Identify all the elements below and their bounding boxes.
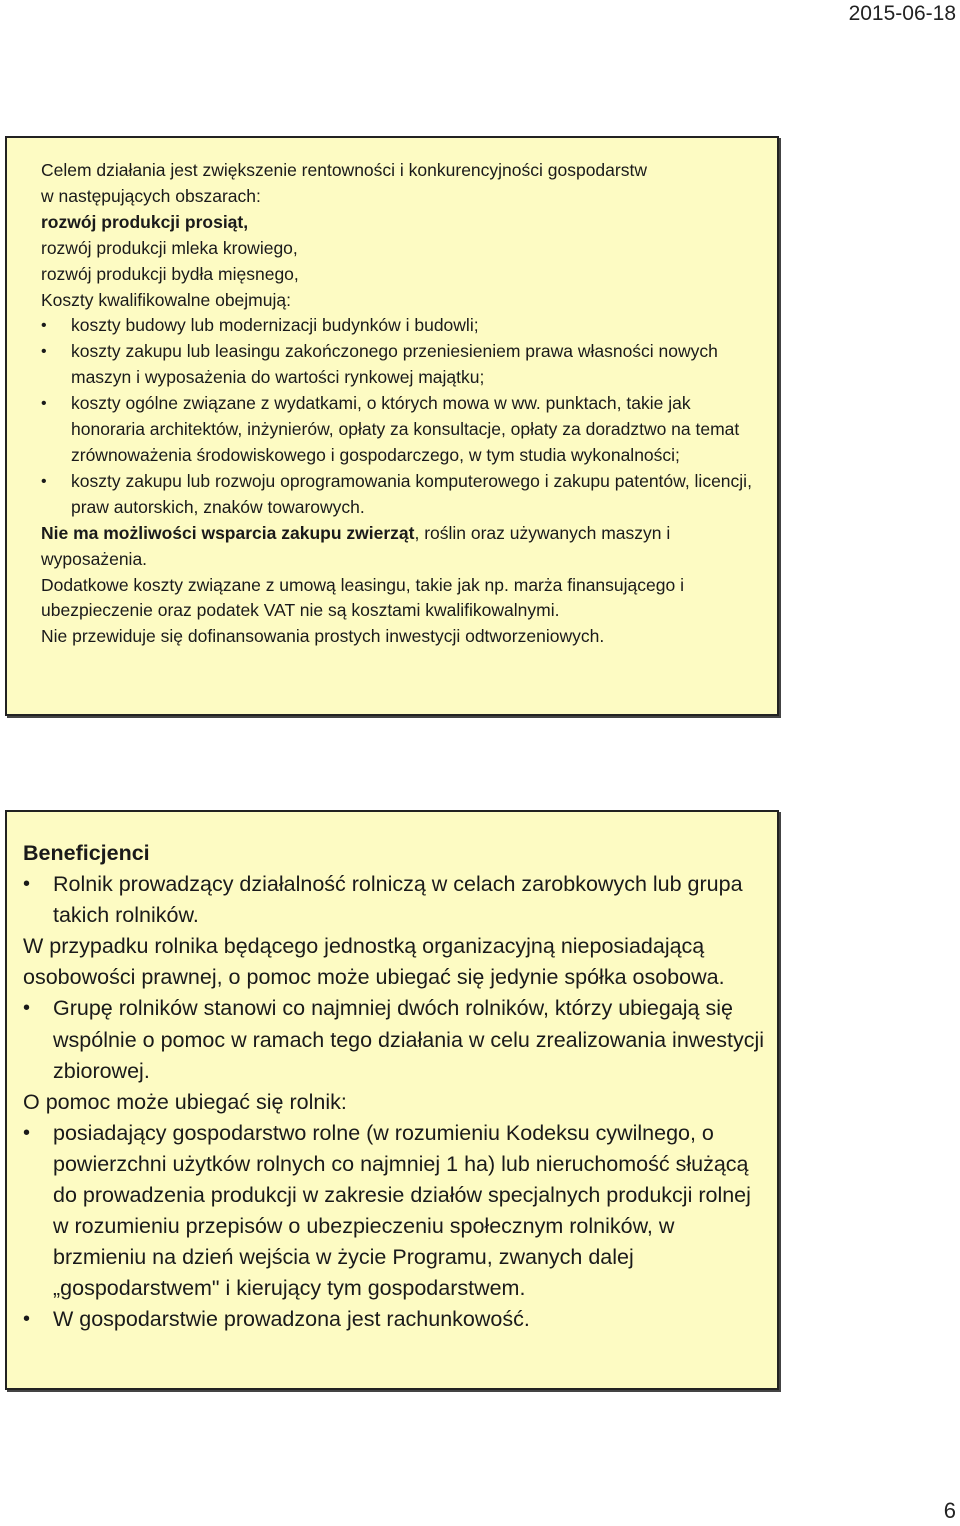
costs-heading: Koszty kwalifikowalne obejmują: [41, 289, 291, 310]
no-support-note [41, 521, 761, 573]
no-support-rest: , roślin oraz używanych maszyn i wyposażenia. [41, 522, 671, 569]
page-number: 6 [943, 1498, 956, 1523]
slide-body [23, 838, 771, 1336]
slide-beneficiaries [5, 810, 779, 1390]
replacement-note: Nie przewiduje się dofinansowania prostych inwestycji odtworzeniowych. [41, 626, 605, 647]
leasing-note: Dodatkowe koszty związane z umową leasingu, takie jak np. marża finansującego i ubezpieczenie oraz podatek VAT nie są kosztami kwalifikowalnymi. [41, 574, 684, 621]
intro-line-2: w następujących obszarach: [41, 185, 261, 206]
beneficiary-bullet: • Grupę rolników stanowi co najmniej dwóch rolników, którzy ubiegają się wspólnie o pomoc w ramach tego działania w celu zrealizowania inwestycji zbiorowej. [23, 993, 771, 1086]
cost-bullet: • koszty zakupu lub rozwoju oprogramowania komputerowego i zakupu patentów, licencji, praw autorskich, znaków towarowych. [41, 469, 761, 521]
no-support-bold: Nie ma możliwości wsparcia zakupu zwierząt [41, 522, 415, 543]
beneficiary-bullet: • W gospodarstwie prowadzona jest rachunkowość. [23, 1304, 771, 1335]
slide-eligible-costs [5, 136, 779, 716]
cost-bullet: • koszty ogólne związane z wydatkami, o których mowa w ww. punktach, takie jak honoraria architektów, inżynierów, opłaty za konsultacje, opłaty za doradztwo na temat zrównoważenia środowiskowego i gospodarczego, w tym studia wykonalności; [41, 391, 761, 469]
slide-title: Beneficjenci [23, 841, 150, 865]
intro-line-1: Celem działania jest zwiększenie rentowności i konkurencyjności gospodarstw [41, 160, 647, 180]
area-item: rozwój produkcji mleka krowiego, [41, 237, 298, 258]
beneficiary-paragraph: W przypadku rolnika będącego jednostką organizacyjną nieposiadającą osobowości prawnej, o pomoc może ubiegać się jedynie spółka osobowa. [23, 934, 725, 990]
beneficiary-bullet: • Rolnik prowadzący działalność rolniczą w celach zarobkowych lub grupa takich rolników. [23, 869, 771, 931]
cost-bullet: • koszty budowy lub modernizacji budynków i budowli; [41, 313, 761, 339]
cost-bullet: • koszty zakupu lub leasingu zakończonego przeniesieniem prawa własności nowych maszyn i wyposażenia do wartości rynkowej majątku; [41, 339, 761, 391]
area-item: rozwój produkcji bydła mięsnego, [41, 263, 299, 284]
page-date: 2015-06-18 [848, 2, 956, 25]
beneficiary-paragraph: O pomoc może ubiegać się rolnik: [23, 1089, 347, 1114]
beneficiary-bullet: • posiadający gospodarstwo rolne (w rozumieniu Kodeksu cywilnego, o powierzchni użytków rolnych co najmniej 1 ha) lub nieruchomość służącą do prowadzenia produkcji w zakresie działów specjalnych produkcji rolnej w rozumieniu przepisów o ubezpieczeniu społecznym rolników, w brzmieniu na dzień wejścia w życie Programu, zwanych dalej „gospodarstwem" i kierujący tym gospodarstwem. [23, 1118, 771, 1305]
slide-body [41, 158, 761, 650]
area-item: rozwój produkcji prosiąt, [41, 211, 249, 232]
